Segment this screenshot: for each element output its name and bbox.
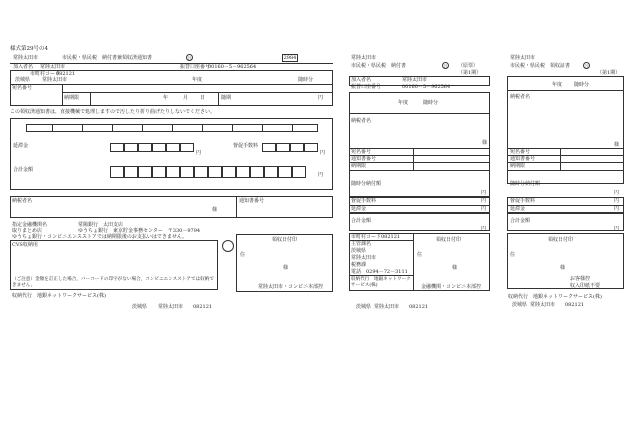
stub3-footer-pref: 茨城県 [512, 302, 528, 308]
form-id: 様式第29号の4 [10, 46, 48, 52]
stub3-yen-5: 円 [614, 206, 620, 212]
stub1-notice-no-label: 通知書番号 [239, 198, 265, 204]
stub3-address-label: 納税者名 [510, 94, 531, 100]
stub1-month: 月 [183, 95, 189, 101]
stub3-row-5: 延滞金 [510, 206, 526, 212]
stub3-ku: 住 [510, 252, 516, 258]
stub2-footer-code: 082121 [409, 304, 429, 310]
stub2-title: 市民税・県民税 納付書 [351, 63, 407, 69]
stub1-yen-tax: 円 [196, 150, 202, 156]
stub1-notice: この領収済通知書は，直接機械で処理しますので汚したり折り曲げたりしないでください。 [10, 109, 216, 115]
stub2-footer-pref: 茨城県 [356, 304, 372, 310]
stub2-phone: 電話 0294－72－3111 [351, 269, 408, 275]
stub2-footer-city: 常陸太田市 [374, 304, 400, 310]
stub2-payer-label: 納税者名 [351, 118, 372, 124]
stub3-row-6: 合計金額 [510, 218, 531, 224]
stub2-owner: 主管課名 [351, 241, 372, 247]
stub2-agent: 収納代行 地銀ネットワークサービス(株) [351, 277, 411, 288]
stub2-row-5: 延滞金 [351, 206, 367, 212]
stub1-title: 市民税・県民税 納付書兼領収済通知書 [62, 55, 153, 61]
stub1-cvs-note: （ご注意）金額を訂正した場合，バーコードの印字がない場合，コンビニエンスストアでは収納できません。 [12, 277, 214, 288]
stub2-copy: （原票） [458, 63, 479, 69]
stub1-cvs-label: CVS収納用 [12, 242, 38, 248]
stub1-fiscal-year: 年度 [192, 77, 203, 83]
stub2-payee: 常陸太田市 [402, 77, 428, 83]
stub1-collector-label: 取りまとめ店 [12, 228, 43, 234]
stub1-payee-label: 加入者名 [13, 64, 34, 70]
stub3-receipt-date: 領収日付印 [548, 237, 574, 243]
stub1-cvs-dept: 常陸太田市・コンビニ本部控 [258, 284, 324, 290]
stub2-account: 00160－5－962564 [402, 84, 451, 90]
stub3-row-0: 宛名番号 [510, 149, 531, 155]
stub1-fee-label: 督促手数料 [233, 143, 259, 149]
stub1-collector: ゆうちょ銀行 東京貯金事務センター 〒330－9794 [78, 228, 201, 234]
stub1-total-label: 合計金額 [13, 167, 34, 173]
stub2-pref: 茨城県 [351, 248, 367, 254]
stub1-yen-fee: 円 [320, 150, 326, 156]
stub2-city-code: 市町村コード082121 [351, 234, 401, 240]
stub1-sama: 様 [212, 207, 218, 213]
stub1-footer-city: 常陸太田市 [158, 304, 184, 310]
stub3-title: 市民税・県民税 領収証書 [510, 63, 571, 69]
stub1-ku: 住 [240, 252, 246, 258]
stub1-city: 常陸太田市 [42, 77, 68, 83]
stub3-fiscal-year: 年度 [552, 82, 563, 88]
stub1-extra-tax: 随時分 [298, 77, 314, 83]
stub3-row-3: 随時分納付額 [510, 181, 541, 187]
stub1-bank: 常陽銀行 太田支店 [78, 222, 124, 228]
stub2-yen-3: 円 [481, 190, 487, 196]
stub2-yen-6: 円 [481, 226, 487, 232]
stub2-row-6: 合計金額 [351, 218, 372, 224]
stub2-issuer: 常陸太田市 [351, 55, 377, 61]
stub2-city-dept: 常陸太田市 [351, 255, 377, 261]
stub1-nenki: 随期 [221, 95, 232, 101]
stub3-yen-4: 円 [614, 198, 620, 204]
stub1-address-no-label: 宛名番号 [12, 85, 33, 91]
stub2-row-4: 督促手数料 [351, 198, 377, 204]
stub3-sama: 様 [614, 142, 620, 148]
stub3-footer-city: 常陸太田市 [530, 302, 556, 308]
stub1-footer-pref: 茨城県 [132, 304, 148, 310]
stub2-yen-5: 円 [481, 206, 487, 212]
stub2-receipt-date: 領収日付印 [436, 237, 462, 243]
stub1-prefecture: 茨城県 [15, 77, 31, 83]
stub1-convenience-note: ゆうちょ銀行・コンビニエンスストアでは納期限後のお支払いはできません。 [12, 234, 188, 240]
stub3-stamp: 公 [584, 63, 589, 68]
stub1-payee: 常陸太田市 [40, 64, 66, 70]
stub3-keep: お客様控 [570, 276, 591, 282]
stub3-row-4: 督促手数料 [510, 198, 536, 204]
stub2-period: （第1期） [458, 70, 482, 76]
stub3-no-stamp: 収入印紙不要 [570, 283, 601, 289]
stub1-receipt-date: 領収日付印 [272, 237, 298, 243]
stub1-day: 日 [200, 95, 206, 101]
stub3-yen-6: 円 [614, 226, 620, 232]
stub3-agent: 収納代行 地銀ネットワークサービス(株) [508, 294, 602, 300]
stub3-sama2: 様 [560, 265, 566, 271]
stub1-city-code-label: 市町村コード [30, 71, 61, 77]
stub1-tax-amount-label: 延滞金 [13, 143, 29, 149]
stub1-payer-label: 納税者名 [12, 198, 33, 204]
stub3-issuer: 常陸太田市 [510, 55, 536, 61]
stub1-account-label: 振替口座番号 [180, 64, 211, 70]
stub2-row-3: 随時分納付額 [351, 181, 382, 187]
stub1-stamp: 公 [187, 55, 192, 60]
stub1-footer-code: 082121 [193, 304, 213, 310]
stub2-extra-tax: 随時分 [423, 100, 439, 106]
stub1-agent: 収納代行 地銀ネットワークサービス(株) [12, 293, 106, 299]
stub2-row-2: 納期限 [351, 163, 367, 169]
stub2-ku: 住 [417, 252, 423, 258]
stub3-row-2: 納期限 [510, 163, 526, 169]
stub1-year: 年 [163, 95, 169, 101]
stub2-bank-copy: 金融機関・コンビニ本部控 [421, 284, 482, 290]
stub2-yen-4: 円 [481, 198, 487, 204]
stub1-yen-total: 円 [318, 172, 324, 178]
stub2-sama2: 様 [452, 265, 458, 271]
stub3-yen-3: 円 [614, 190, 620, 196]
stub1-yen-due: 円 [318, 95, 324, 101]
stub3-period: （第1期） [597, 70, 621, 76]
stub1-payer-box [10, 196, 333, 218]
stub2-tax-dept: 税務課 [351, 262, 367, 268]
stub2-stamp: 公 [443, 63, 448, 68]
stub2-sama: 様 [482, 140, 488, 146]
stub1-code-box: 2984 [283, 55, 297, 61]
stub1-bank-label: 指定金融機関名 [12, 222, 48, 228]
stub1-sama2: 様 [283, 265, 289, 271]
stub1-city-code: 082121 [56, 71, 76, 77]
stub1-due-label: 納期限 [64, 95, 80, 101]
stub2-row-0: 宛名番号 [351, 149, 372, 155]
stub3-extra-tax: 随時分 [574, 82, 590, 88]
stub3-footer-code: 082121 [565, 302, 585, 308]
stub2-row-1: 通知書番号 [351, 156, 377, 162]
stub3-row-1: 通知書番号 [510, 156, 536, 162]
stub2-payee-label: 加入者名 [351, 77, 372, 83]
stub2-fiscal-year: 年度 [398, 100, 409, 106]
stub1-account: 00160－5－962564 [208, 64, 257, 70]
stub2-account-label: 振替口座番号 [351, 84, 382, 90]
stub1-punch-circle [222, 240, 234, 252]
stub1-issuer: 常陸太田市 [13, 55, 39, 61]
